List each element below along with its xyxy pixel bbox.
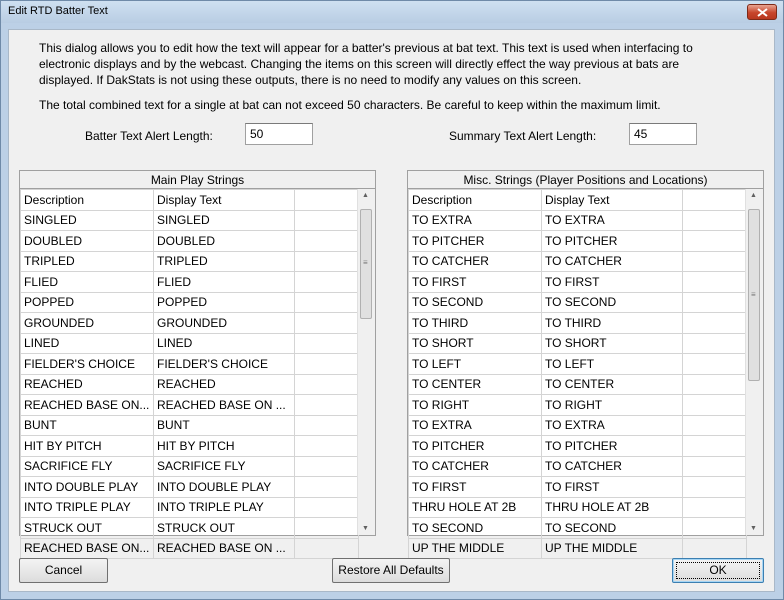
table-row[interactable]	[409, 231, 747, 252]
row-description[interactable]: FLIED	[21, 272, 154, 293]
table-row[interactable]	[409, 456, 747, 477]
row-display-text[interactable]: TO SECOND	[542, 518, 683, 539]
row-display-text[interactable]: SACRIFICE FLY	[154, 456, 295, 477]
row-description[interactable]: LINED	[21, 333, 154, 354]
row-display-text[interactable]: TO EXTRA	[542, 415, 683, 436]
row-blank	[683, 210, 747, 231]
misc-strings-grid[interactable]	[407, 189, 764, 556]
row-description[interactable]: TO PITCHER	[409, 436, 542, 457]
focus-rect	[676, 562, 760, 579]
scroll-up-icon[interactable]: ▲	[750, 192, 757, 199]
col-header-blank	[295, 190, 359, 211]
row-blank	[295, 251, 359, 272]
grip-icon: ≡	[363, 258, 368, 267]
row-description[interactable]: TO SHORT	[409, 333, 542, 354]
row-display-text[interactable]: REACHED BASE ON ...	[154, 395, 295, 416]
col-header-blank	[683, 190, 747, 211]
table-row[interactable]	[21, 354, 359, 375]
table-row[interactable]	[409, 374, 747, 395]
row-display-text[interactable]: TO PITCHER	[542, 436, 683, 457]
col-header-display-text[interactable]: Display Text	[154, 190, 295, 211]
row-description[interactable]: REACHED	[21, 374, 154, 395]
row-display-text[interactable]: TO RIGHT	[542, 395, 683, 416]
row-display-text[interactable]: INTO TRIPLE PLAY	[154, 497, 295, 518]
batter-alert-input[interactable]: 50	[245, 123, 313, 145]
table-row[interactable]	[409, 313, 747, 334]
row-blank	[295, 436, 359, 457]
row-display-text[interactable]: DOUBLED	[154, 231, 295, 252]
row-description[interactable]: BUNT	[21, 415, 154, 436]
row-display-text[interactable]: REACHED	[154, 374, 295, 395]
row-description[interactable]: THRU HOLE AT 2B	[409, 497, 542, 518]
table-row[interactable]	[21, 210, 359, 231]
row-description[interactable]: SINGLED	[21, 210, 154, 231]
row-display-text[interactable]: FIELDER'S CHOICE	[154, 354, 295, 375]
table-row[interactable]	[409, 333, 747, 354]
row-blank	[295, 518, 359, 539]
row-blank	[295, 333, 359, 354]
row-description[interactable]: TO CENTER	[409, 374, 542, 395]
row-blank	[683, 497, 747, 518]
row-description[interactable]: DOUBLED	[21, 231, 154, 252]
main-grid-header	[21, 190, 359, 211]
row-description[interactable]: REACHED BASE ON...	[21, 395, 154, 416]
misc-grid-caption: Misc. Strings (Player Positions and Locations)	[407, 170, 764, 189]
row-display-text[interactable]: BUNT	[154, 415, 295, 436]
table-row[interactable]	[409, 436, 747, 457]
row-blank	[683, 374, 747, 395]
row-display-text[interactable]: TO FIRST	[542, 477, 683, 498]
table-row[interactable]	[21, 272, 359, 293]
table-row[interactable]	[409, 272, 747, 293]
row-display-text[interactable]: TO CATCHER	[542, 251, 683, 272]
row-description[interactable]: TO SECOND	[409, 292, 542, 313]
batter-alert-label: Batter Text Alert Length:	[85, 129, 213, 143]
row-display-text[interactable]: TO CATCHER	[542, 456, 683, 477]
scroll-down-icon[interactable]: ▼	[750, 525, 757, 532]
row-blank	[683, 231, 747, 252]
row-display-text[interactable]: TO LEFT	[542, 354, 683, 375]
table-row[interactable]	[409, 395, 747, 416]
row-blank	[683, 538, 747, 559]
grip-icon: ≡	[751, 290, 756, 299]
scroll-down-icon[interactable]: ▼	[362, 525, 369, 532]
row-blank	[295, 456, 359, 477]
row-blank	[683, 518, 747, 539]
table-row[interactable]	[21, 477, 359, 498]
table-row[interactable]	[21, 518, 359, 539]
row-description[interactable]: POPPED	[21, 292, 154, 313]
scroll-thumb[interactable]	[748, 209, 760, 381]
scroll-up-icon[interactable]: ▲	[362, 192, 369, 199]
table-row[interactable]	[409, 415, 747, 436]
row-description[interactable]: TO PITCHER	[409, 231, 542, 252]
row-display-text[interactable]: SINGLED	[154, 210, 295, 231]
row-display-text[interactable]: LINED	[154, 333, 295, 354]
row-blank	[683, 272, 747, 293]
row-blank	[295, 210, 359, 231]
row-blank	[683, 354, 747, 375]
table-row[interactable]	[21, 313, 359, 334]
row-description[interactable]: REACHED BASE ON...	[21, 538, 154, 559]
row-blank	[295, 292, 359, 313]
table-row[interactable]	[409, 497, 747, 518]
row-blank	[683, 477, 747, 498]
row-blank	[683, 456, 747, 477]
dialog-body	[8, 29, 775, 592]
row-display-text[interactable]: UP THE MIDDLE	[542, 538, 683, 559]
table-row[interactable]	[409, 518, 747, 539]
row-description[interactable]: STRUCK OUT	[21, 518, 154, 539]
row-blank	[295, 272, 359, 293]
close-button[interactable]	[747, 4, 777, 20]
row-description[interactable]: HIT BY PITCH	[21, 436, 154, 457]
table-row[interactable]	[409, 477, 747, 498]
row-description[interactable]: TO THIRD	[409, 313, 542, 334]
row-blank	[295, 538, 359, 559]
row-display-text[interactable]: TO EXTRA	[542, 210, 683, 231]
close-icon	[757, 8, 768, 17]
row-blank	[295, 313, 359, 334]
row-display-text[interactable]: FLIED	[154, 272, 295, 293]
main-grid-caption: Main Play Strings	[19, 170, 376, 189]
col-header-description[interactable]: Description	[21, 190, 154, 211]
row-description[interactable]: TO CATCHER	[409, 456, 542, 477]
row-description[interactable]: UP THE MIDDLE	[409, 538, 542, 559]
row-display-text[interactable]: TO THIRD	[542, 313, 683, 334]
ok-button[interactable]	[672, 558, 764, 583]
table-row[interactable]	[21, 497, 359, 518]
table-row[interactable]	[21, 333, 359, 354]
row-display-text[interactable]: THRU HOLE AT 2B	[542, 497, 683, 518]
col-header-description[interactable]: Description	[409, 190, 542, 211]
summary-alert-input[interactable]: 45	[629, 123, 697, 145]
row-display-text[interactable]: STRUCK OUT	[154, 518, 295, 539]
row-display-text[interactable]: TRIPLED	[154, 251, 295, 272]
row-description[interactable]: TO EXTRA	[409, 210, 542, 231]
intro-text: This dialog allows you to edit how the text will appear for a batter's previous at bat text. This text is used when interfacing to electronic displays and by the webcast. Changing the items on this screen will directly effect the way previous at bats are displayed. If DakStats is not using these outputs, there is no need to modify any values on this screen.	[39, 41, 693, 87]
row-description[interactable]: GROUNDED	[21, 313, 154, 334]
row-blank	[295, 374, 359, 395]
row-blank	[683, 251, 747, 272]
misc-grid-scrollbar[interactable]	[745, 189, 763, 535]
table-row[interactable]	[21, 436, 359, 457]
table-row[interactable]	[21, 231, 359, 252]
row-display-text[interactable]: TO SECOND	[542, 292, 683, 313]
row-blank	[295, 415, 359, 436]
row-description[interactable]: TO FIRST	[409, 477, 542, 498]
table-row[interactable]	[409, 251, 747, 272]
table-row[interactable]	[21, 251, 359, 272]
main-play-strings-grid[interactable]	[19, 189, 376, 556]
row-blank	[683, 292, 747, 313]
table-row[interactable]	[409, 210, 747, 231]
row-display-text[interactable]: POPPED	[154, 292, 295, 313]
col-header-display-text[interactable]: Display Text	[542, 190, 683, 211]
main-grid-scrollbar[interactable]	[357, 189, 375, 535]
misc-strings-panel	[407, 170, 764, 556]
limit-note: The total combined text for a single at bat can not exceed 50 characters. Be careful to keep within the maximum limit.	[39, 98, 661, 112]
title-bar[interactable]	[1, 1, 783, 23]
row-blank	[683, 436, 747, 457]
table-row[interactable]	[21, 538, 359, 559]
row-blank	[683, 333, 747, 354]
row-description[interactable]: INTO DOUBLE PLAY	[21, 477, 154, 498]
scroll-thumb[interactable]	[360, 209, 372, 319]
restore-defaults-button[interactable]: Restore All Defaults	[332, 558, 450, 583]
table-row[interactable]	[21, 292, 359, 313]
window-title: Edit RTD Batter Text	[8, 5, 108, 17]
row-description[interactable]: TO SECOND	[409, 518, 542, 539]
row-blank	[295, 354, 359, 375]
main-play-strings-panel	[19, 170, 376, 556]
table-row[interactable]	[409, 292, 747, 313]
misc-grid-header	[409, 190, 747, 211]
row-blank	[295, 477, 359, 498]
row-blank	[295, 231, 359, 252]
row-description[interactable]: FIELDER'S CHOICE	[21, 354, 154, 375]
summary-alert-label: Summary Text Alert Length:	[449, 129, 597, 143]
ok-button-label: OK	[709, 563, 727, 577]
row-display-text[interactable]: GROUNDED	[154, 313, 295, 334]
row-description[interactable]: TRIPLED	[21, 251, 154, 272]
main-grid-table	[20, 189, 359, 559]
row-description[interactable]: TO EXTRA	[409, 415, 542, 436]
row-description[interactable]: TO CATCHER	[409, 251, 542, 272]
row-blank	[683, 313, 747, 334]
row-display-text[interactable]: TO FIRST	[542, 272, 683, 293]
table-row[interactable]	[21, 415, 359, 436]
row-blank	[295, 497, 359, 518]
row-display-text[interactable]: INTO DOUBLE PLAY	[154, 477, 295, 498]
row-display-text[interactable]: HIT BY PITCH	[154, 436, 295, 457]
row-display-text[interactable]: TO CENTER	[542, 374, 683, 395]
cancel-button[interactable]: Cancel	[19, 558, 108, 583]
row-blank	[683, 415, 747, 436]
row-description[interactable]: TO RIGHT	[409, 395, 542, 416]
table-row[interactable]	[21, 395, 359, 416]
row-description[interactable]: TO FIRST	[409, 272, 542, 293]
row-display-text[interactable]: TO SHORT	[542, 333, 683, 354]
row-description[interactable]: INTO TRIPLE PLAY	[21, 497, 154, 518]
misc-grid-table	[408, 189, 747, 559]
row-display-text[interactable]: TO PITCHER	[542, 231, 683, 252]
table-row[interactable]	[409, 538, 747, 559]
table-row[interactable]	[21, 374, 359, 395]
row-display-text[interactable]: REACHED BASE ON ...	[154, 538, 295, 559]
row-blank	[295, 395, 359, 416]
table-row[interactable]	[409, 354, 747, 375]
table-row[interactable]	[21, 456, 359, 477]
row-description[interactable]: TO LEFT	[409, 354, 542, 375]
row-description[interactable]: SACRIFICE FLY	[21, 456, 154, 477]
row-blank	[683, 395, 747, 416]
